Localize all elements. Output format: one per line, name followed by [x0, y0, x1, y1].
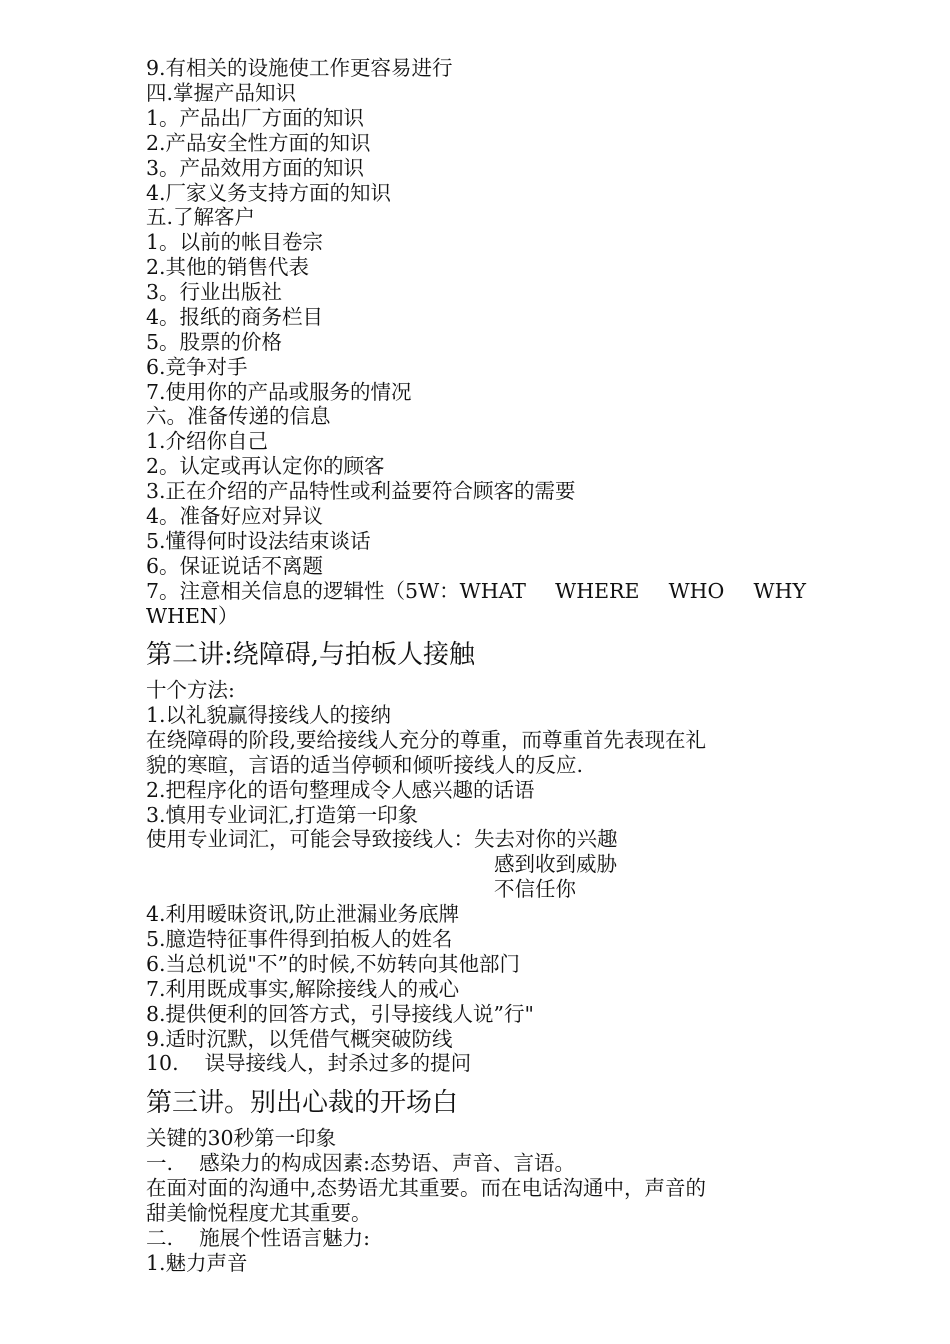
text-line: 3。行业出版社 — [146, 280, 283, 304]
text-segment: WHO — [668, 579, 725, 603]
text-line: 3。产品效用方面的知识 — [146, 156, 365, 180]
text-line: 4.厂家义务支持方面的知识 — [146, 181, 392, 205]
section-title: 六。准备传递的信息 — [146, 404, 331, 428]
text-line-indented: 感到收到威胁 — [494, 852, 617, 876]
text-line: 在面对面的沟通中,态势语尤其重要。而在电话沟通中，声音的 — [146, 1176, 707, 1200]
text-line: 甜美愉悦程度尤其重要。 — [146, 1201, 372, 1225]
text-line: 2.把程序化的语句整理成令人感兴趣的话语 — [146, 778, 535, 802]
text-line: 4.利用暧昧资讯,防止泄漏业务底牌 — [146, 902, 460, 926]
lecture-heading: 第三讲。别出心裁的开场白 — [146, 1088, 459, 1118]
text-line: 6.当总机说"不”的时候,不妨转向其他部门 — [146, 952, 520, 976]
text-line: 8.提供便利的回答方式，引导接线人说”行" — [146, 1002, 534, 1026]
text-line: 5.臆造特征事件得到拍板人的姓名 — [146, 927, 453, 951]
text-line: 10. 误导接线人，封杀过多的提问 — [146, 1051, 472, 1075]
text-line: 二. 施展个性语言魅力: — [146, 1226, 370, 1250]
text-line: 2。认定或再认定你的顾客 — [146, 454, 385, 478]
text-line: 一. 感染力的构成因素:态势语、声音、言语。 — [146, 1151, 575, 1175]
text-line: 关键的30秒第一印象 — [146, 1126, 337, 1150]
text-segment: WHY — [753, 579, 806, 603]
section-title: 五.了解客户 — [146, 205, 256, 229]
text-line: 6.竞争对手 — [146, 355, 248, 379]
text-line: 2.其他的销售代表 — [146, 255, 310, 279]
lecture-heading: 第二讲:绕障碍,与拍板人接触 — [146, 640, 476, 670]
text-line: 7.使用你的产品或服务的情况 — [146, 380, 412, 404]
text-line: 3.慎用专业词汇,打造第一印象 — [146, 803, 419, 827]
text-line: WHEN） — [146, 604, 239, 628]
text-line: 9.有相关的设施使工作更容易进行 — [146, 56, 453, 80]
text-line: 2.产品安全性方面的知识 — [146, 131, 371, 155]
text-line: 貌的寒暄，言语的适当停顿和倾听接线人的反应. — [146, 753, 584, 777]
section-title: 四.掌握产品知识 — [146, 81, 297, 105]
text-line: 1.介绍你自己 — [146, 429, 269, 453]
text-line: 十个方法: — [146, 678, 235, 702]
text-line: 9.适时沉默，以凭借气概突破防线 — [146, 1027, 453, 1051]
text-line: 4。报纸的商务栏目 — [146, 305, 324, 329]
text-line: 1.魅力声音 — [146, 1251, 248, 1275]
text-segment: 7。注意相关信息的逻辑性（5W：WHAT — [146, 579, 526, 603]
text-line: 5.懂得何时设法结束谈话 — [146, 529, 371, 553]
text-line: 5。股票的价格 — [146, 330, 283, 354]
text-line: 在绕障碍的阶段,要给接线人充分的尊重，而尊重首先表现在礼 — [146, 728, 707, 752]
text-line: 3.正在介绍的产品特性或利益要符合顾客的需要 — [146, 479, 576, 503]
text-line: 1.以礼貌赢得接线人的接纳 — [146, 703, 392, 727]
text-line: 1。以前的帐目卷宗 — [146, 230, 324, 254]
text-line-justified — [146, 579, 806, 604]
text-segment: WHERE — [555, 579, 640, 603]
text-line: 7.利用既成事实,解除接线人的戒心 — [146, 977, 460, 1001]
text-line: 1。产品出厂方面的知识 — [146, 106, 365, 130]
text-line: 4。准备好应对异议 — [146, 504, 324, 528]
text-line: 使用专业词汇，可能会导致接线人：失去对你的兴趣 — [146, 827, 618, 851]
text-line-indented: 不信任你 — [494, 877, 576, 901]
text-line: 6。保证说话不离题 — [146, 554, 324, 578]
